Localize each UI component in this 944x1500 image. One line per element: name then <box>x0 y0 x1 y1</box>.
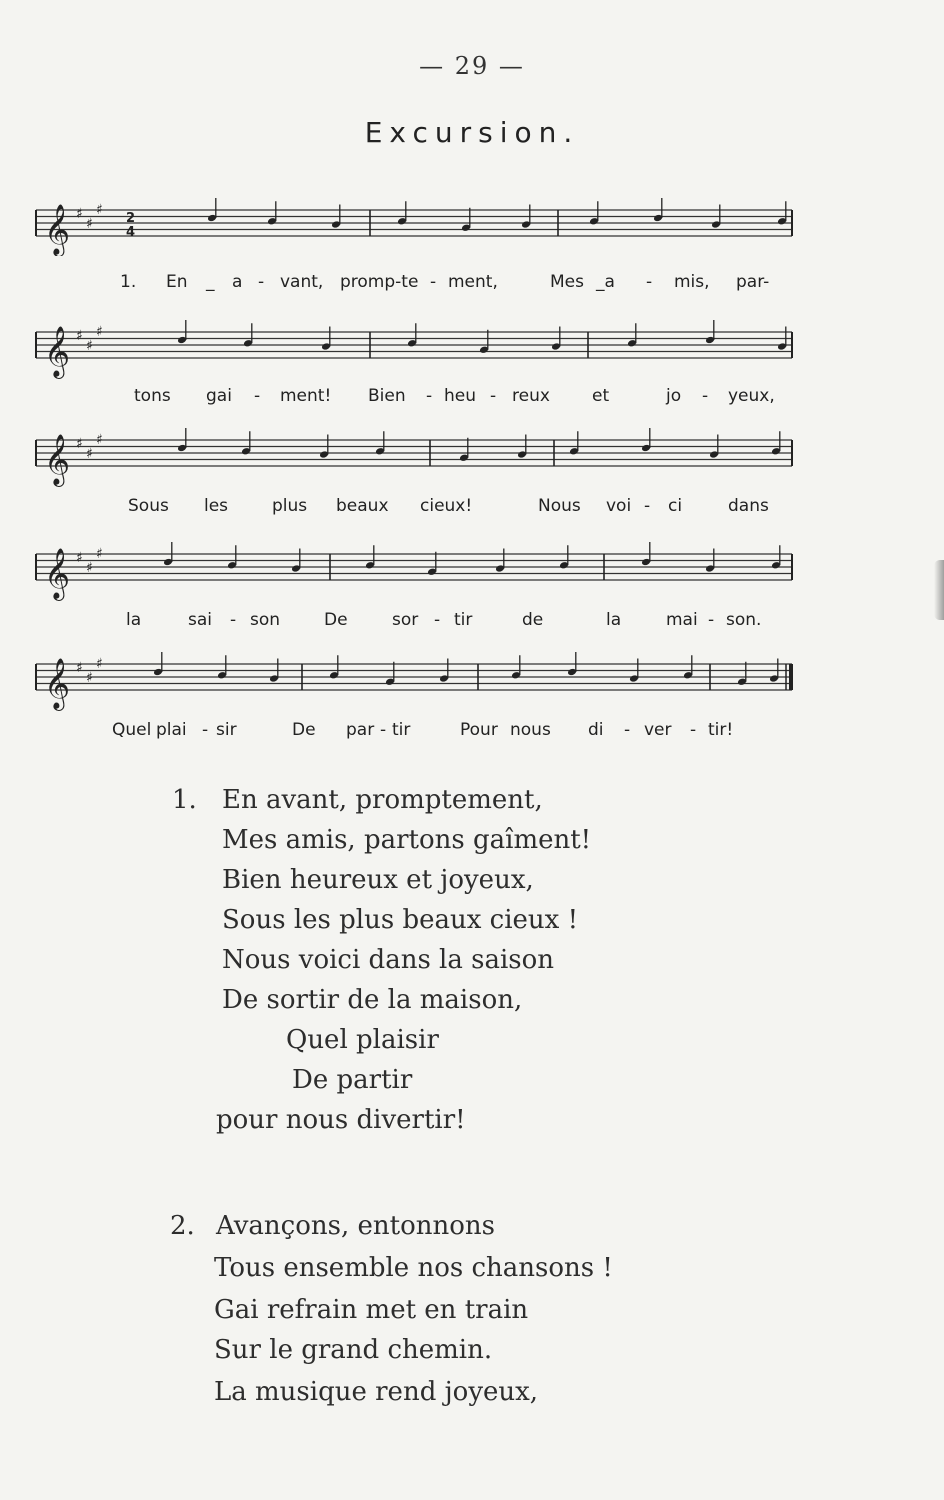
staff-lines <box>36 440 792 466</box>
lyric-syllable: - <box>258 272 265 292</box>
lyrics-line-2 <box>34 386 796 406</box>
sharp-icon: ♯ <box>86 216 93 232</box>
lyric-syllable: yeux, <box>728 386 775 406</box>
lyric-syllable: - <box>426 386 433 406</box>
sharp-icon: ♯ <box>86 338 93 354</box>
time-signature-top: 2 <box>126 211 136 226</box>
lyric-syllable: - <box>690 720 697 740</box>
treble-clef-icon: 𝄞 <box>44 548 71 599</box>
lyric-syllable: - <box>254 386 261 406</box>
lyric-syllable: _a <box>596 272 615 292</box>
lyrics-line-4 <box>34 610 796 630</box>
sharp-icon: ♯ <box>96 546 103 562</box>
sharp-icon: ♯ <box>96 656 103 672</box>
staff-4 <box>34 532 796 612</box>
treble-clef-icon: 𝄞 <box>44 658 71 709</box>
sharp-icon: ♯ <box>86 670 93 686</box>
time-signature-bottom: 4 <box>126 225 136 240</box>
music-system-1 <box>34 196 796 296</box>
page-number: — 29 — <box>419 52 525 80</box>
music-system-4 <box>34 532 796 642</box>
lyric-syllable: - <box>702 386 709 406</box>
lyric-syllable: et <box>592 386 610 406</box>
lyric-syllable: - <box>434 610 441 630</box>
sharp-icon: ♯ <box>86 446 93 462</box>
verse-line: Bien heureux et joyeux, <box>222 865 534 895</box>
lyric-syllable: - <box>644 496 651 516</box>
music-system-3 <box>34 418 796 528</box>
sharp-icon: ♯ <box>86 560 93 576</box>
lyric-syllable: - <box>624 720 631 740</box>
lyric-syllable: - <box>490 386 497 406</box>
staff-2 <box>34 310 796 382</box>
lyric-syllable: - <box>230 610 237 630</box>
lyric-syllable: nous <box>510 720 551 740</box>
verse-2 <box>0 1206 944 1426</box>
lyric-syllable: Mes <box>550 272 584 292</box>
verse-line: Avançons, entonnons <box>216 1211 495 1241</box>
sharp-icon: ♯ <box>96 324 103 340</box>
sharp-icon: ♯ <box>76 328 83 344</box>
lyric-syllable: ci <box>668 496 683 516</box>
verse-number: 2. <box>170 1211 195 1241</box>
lyric-syllable: gai <box>206 386 232 406</box>
lyric-syllable: beaux <box>336 496 389 516</box>
lyric-syllable: - <box>430 272 437 292</box>
verse-line: De sortir de la maison, <box>222 985 523 1015</box>
lyric-syllable: dans <box>728 496 769 516</box>
page-edge-shadow <box>934 560 944 620</box>
lyric-syllable: de <box>522 610 544 630</box>
song-title: Excursion. <box>364 116 580 149</box>
lyric-syllable: tir <box>454 610 473 630</box>
lyric-syllable: heu <box>444 386 477 406</box>
music-system-5 <box>34 640 796 752</box>
lyric-syllable: Nous <box>538 496 581 516</box>
lyric-syllable: ver <box>644 720 672 740</box>
lyric-syllable: - <box>646 272 653 292</box>
lyric-syllable: sai <box>188 610 212 630</box>
verse-line: Gai refrain met en train <box>214 1295 529 1325</box>
lyric-syllable: En <box>166 272 188 292</box>
lyrics-line-1 <box>34 272 796 292</box>
lyric-syllable: De <box>324 610 348 630</box>
lyric-syllable: son <box>250 610 281 630</box>
staff-3 <box>34 418 796 498</box>
lyric-syllable: mai <box>666 610 698 630</box>
lyrics-line-3 <box>34 496 796 516</box>
lyric-syllable: - <box>202 720 209 740</box>
lyric-syllable: Bien <box>368 386 406 406</box>
staff-1 <box>34 196 796 256</box>
lyric-syllable: ment! <box>280 386 332 406</box>
verse-line: La musique rend joyeux, <box>214 1377 539 1407</box>
sharp-icon: ♯ <box>76 436 83 452</box>
lyric-syllable: - <box>380 720 387 740</box>
lyric-syllable: son. <box>726 610 762 630</box>
lyric-syllable: tons <box>134 386 171 406</box>
lyric-syllable: De <box>292 720 316 740</box>
verse-line: De partir <box>292 1065 413 1095</box>
lyric-syllable: plus <box>272 496 308 516</box>
lyric-syllable: sor <box>392 610 419 630</box>
lyric-syllable: reux <box>512 386 550 406</box>
verse-line: Mes amis, partons gaîment! <box>222 825 592 855</box>
sharp-icon: ♯ <box>76 550 83 566</box>
staff-lines <box>36 554 792 580</box>
lyric-syllable: 1. <box>120 272 137 292</box>
lyric-syllable: Quel <box>112 720 152 740</box>
lyric-syllable: promp-te <box>340 272 419 292</box>
lyric-syllable: jo <box>666 386 682 406</box>
sharp-icon: ♯ <box>76 660 83 676</box>
sharp-icon: ♯ <box>96 432 103 448</box>
lyric-syllable: la <box>126 610 142 630</box>
sharp-icon: ♯ <box>76 206 83 222</box>
treble-clef-icon: 𝄞 <box>44 434 71 485</box>
verse-line: Tous ensemble nos chansons ! <box>214 1253 613 1283</box>
lyric-syllable: Pour <box>460 720 498 740</box>
verse-line: Sur le grand chemin. <box>214 1335 493 1365</box>
lyric-syllable: par- <box>736 272 770 292</box>
lyric-syllable: tir! <box>708 720 734 740</box>
lyric-syllable: _ <box>206 272 215 292</box>
lyric-syllable: la <box>606 610 622 630</box>
verse-number: 1. <box>172 785 197 815</box>
lyric-syllable: mis, <box>674 272 710 292</box>
verse-line: En avant, promptement, <box>222 785 543 815</box>
lyric-syllable: tir <box>392 720 411 740</box>
treble-clef-icon: 𝄞 <box>44 204 71 255</box>
verse-line: Sous les plus beaux cieux ! <box>222 905 579 935</box>
verse-line: Nous voici dans la saison <box>222 945 555 975</box>
lyric-syllable: les <box>204 496 229 516</box>
music-system-2 <box>34 310 796 410</box>
sharp-icon: ♯ <box>96 202 103 218</box>
verse-line: pour nous divertir! <box>216 1105 466 1135</box>
lyric-syllable: - <box>708 610 715 630</box>
lyric-syllable: di <box>588 720 604 740</box>
staff-lines <box>36 664 792 690</box>
lyric-syllable: vant, <box>280 272 324 292</box>
lyric-syllable: voi <box>606 496 632 516</box>
lyrics-line-5 <box>34 720 796 740</box>
treble-clef-icon: 𝄞 <box>44 326 71 377</box>
verse-line: Quel plaisir <box>286 1025 439 1055</box>
verse-1 <box>0 780 944 1160</box>
lyric-syllable: Sous <box>128 496 169 516</box>
lyric-syllable: cieux! <box>420 496 473 516</box>
staff-5 <box>34 640 796 722</box>
lyric-syllable: plai <box>156 720 187 740</box>
lyric-syllable: a <box>232 272 243 292</box>
lyric-syllable: ment, <box>448 272 498 292</box>
staff-lines <box>36 210 792 236</box>
lyric-syllable: sir <box>216 720 237 740</box>
lyric-syllable: par <box>346 720 375 740</box>
